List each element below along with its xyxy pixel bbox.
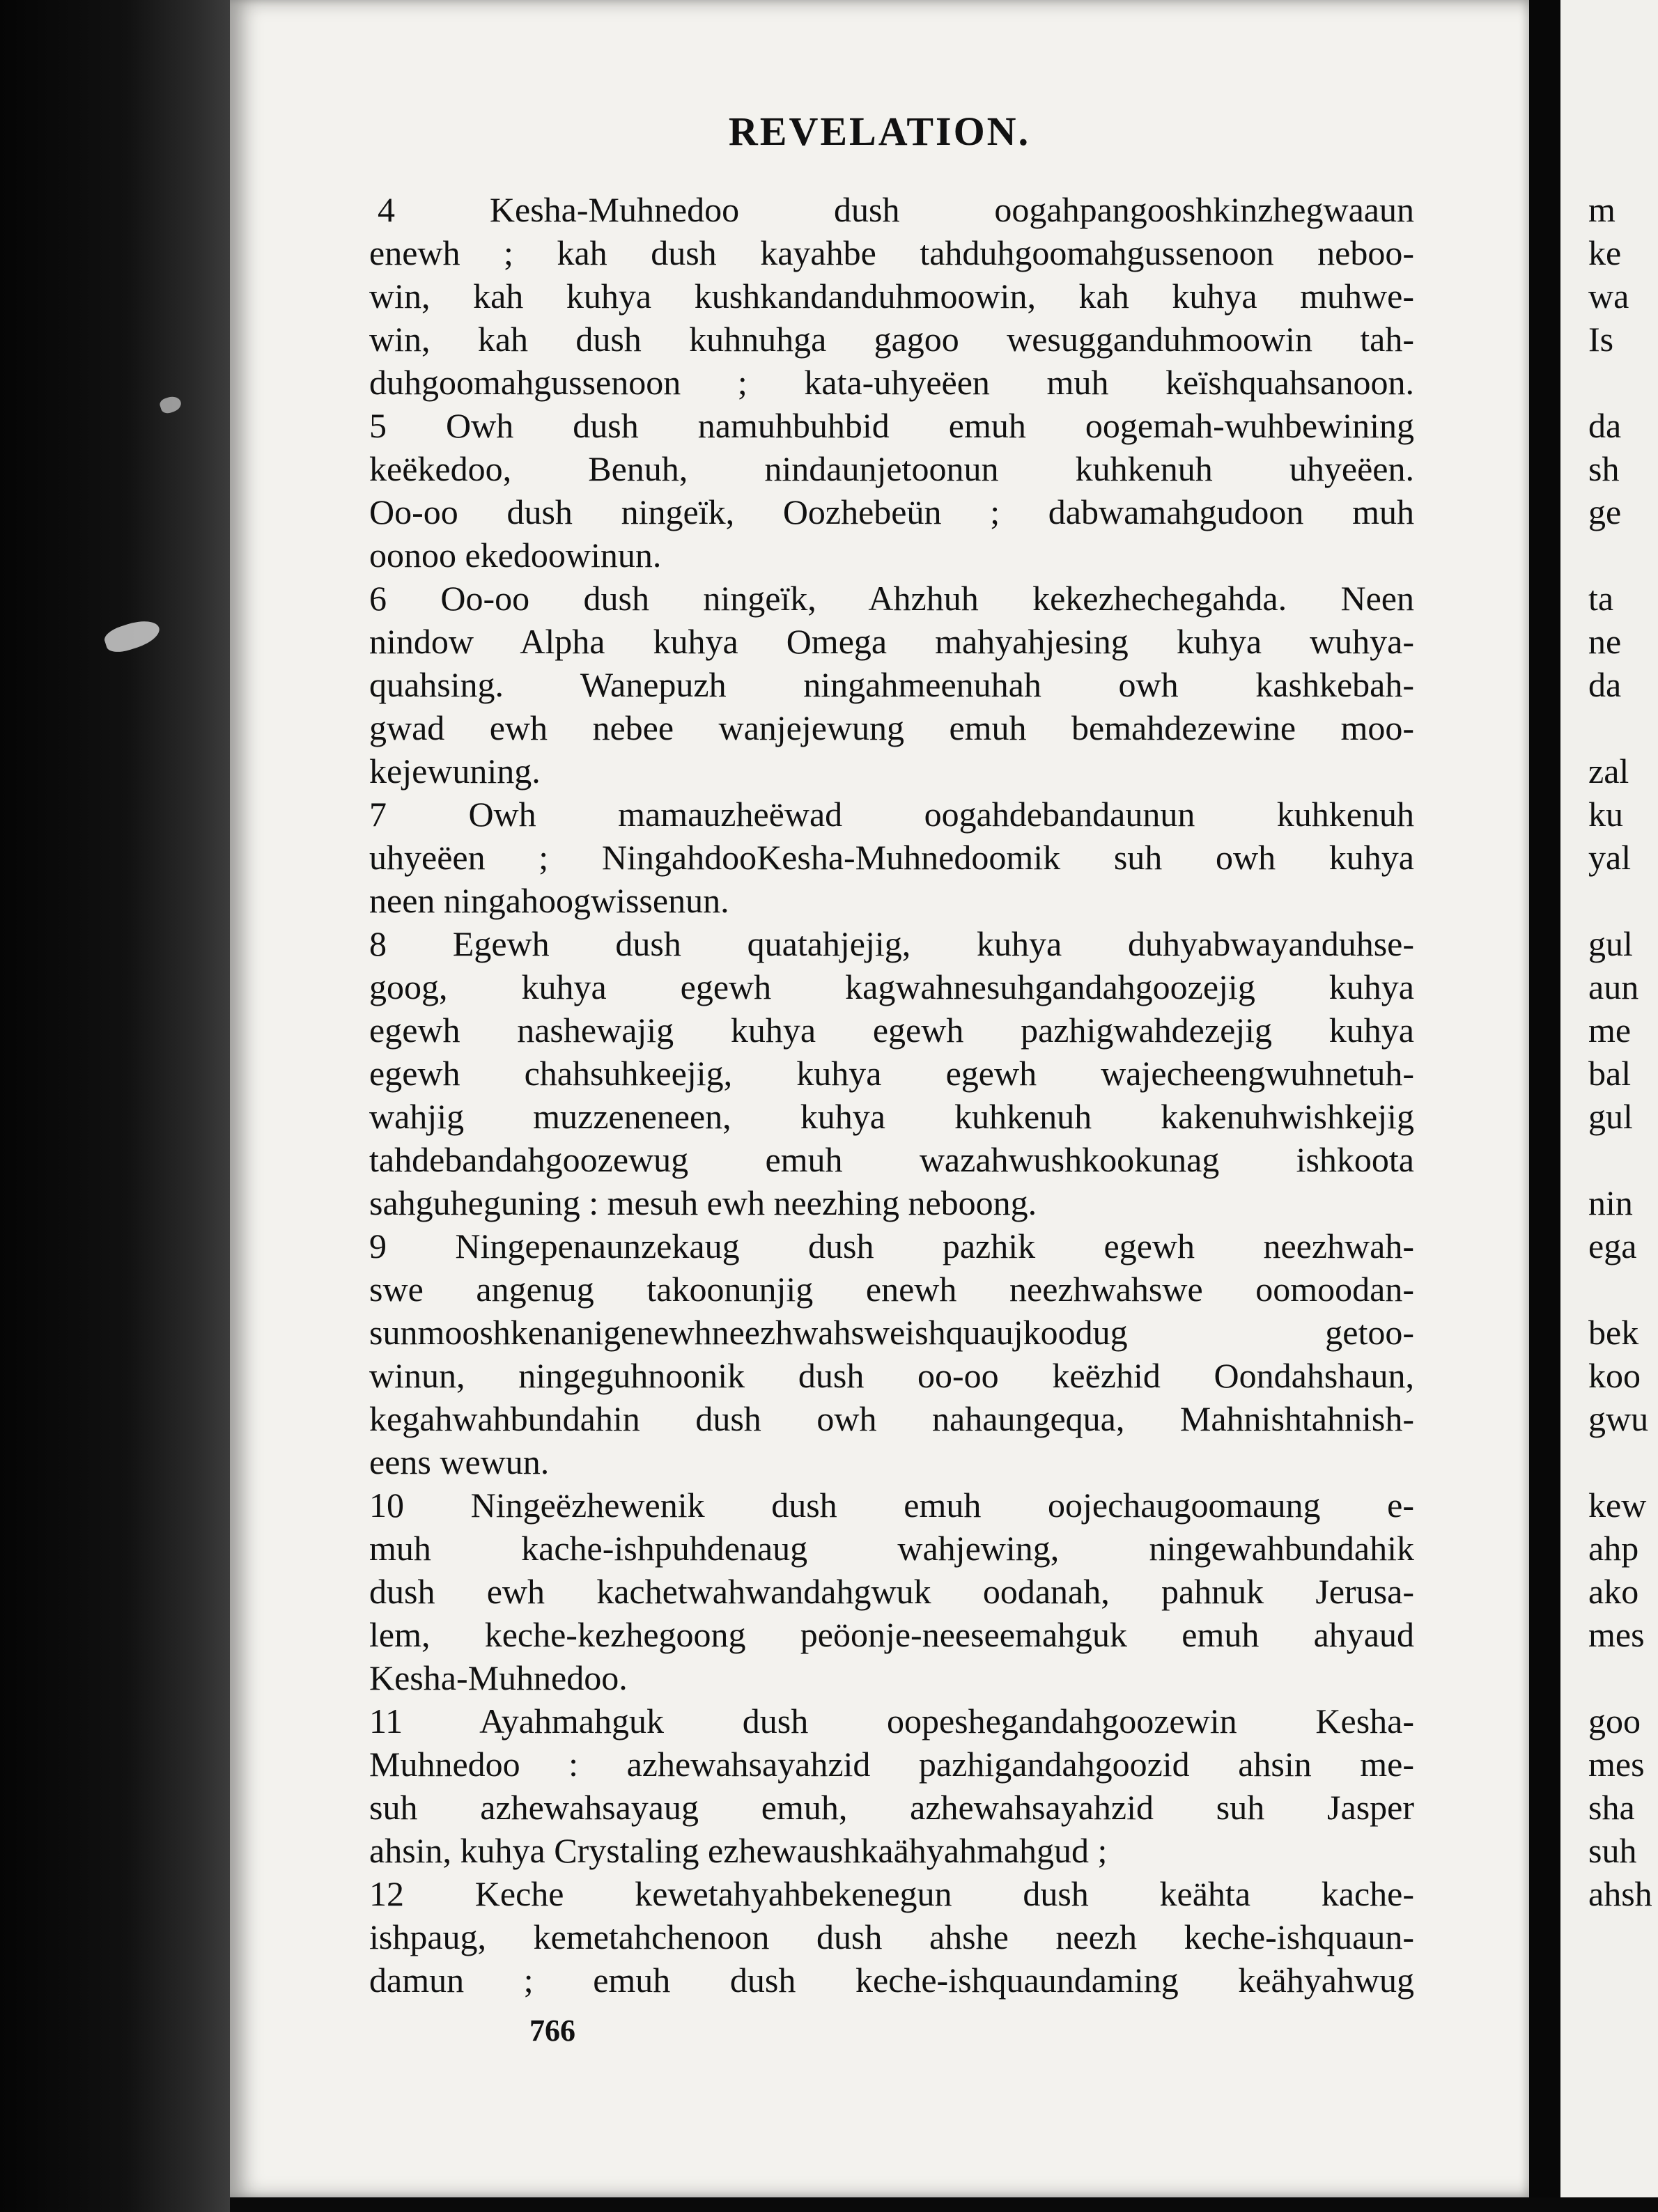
text-line: oonoo ekedoowinun. (369, 536, 662, 575)
text-line: winun, ningeguhnoonik dush oo-oo keëzhid Oondahshaun, (369, 1356, 1414, 1395)
text-line: duhgoomahgussenoon ; kata-uhyeëen muh keïshquahsanoon. (369, 363, 1414, 402)
verse-10 (369, 1483, 1414, 1699)
text-line: 12 Keche kewetahyahbekenegun dush keähta kache- (369, 1874, 1414, 1913)
facing-page-fragment: ega (1588, 1226, 1637, 1265)
text-line: uhyeëen ; NingahdooKesha-Muhnedoomik suh owh kuhya (369, 838, 1414, 877)
text-line: swe angenug takoonunjig enewh neezhwahswe oomoodan- (369, 1270, 1414, 1309)
text-line: sahguheguning : mesuh ewh neezhing neboong. (369, 1183, 1037, 1222)
facing-page-fragment: Is (1588, 320, 1614, 359)
facing-page-fragment: gul (1588, 1097, 1633, 1136)
facing-page-fragment: da (1588, 406, 1622, 445)
verse-9 (369, 1224, 1414, 1483)
line-gap (1588, 1268, 1658, 1311)
text-line: 4 Kesha-Muhnedoo dush oogahpangooshkinzhegwaaun (378, 190, 1414, 229)
text-line: win, kah kuhya kushkandanduhmoowin, kah kuhya muhwe- (369, 276, 1414, 316)
line-gap (1588, 706, 1658, 749)
text-line: wahjig muzzeneneen, kuhya kuhkenuh kakenuhwishkejig (369, 1097, 1414, 1136)
facing-page-fragment: ahp (1588, 1529, 1639, 1568)
line-gap (1588, 361, 1658, 404)
facing-page-fragment: ta (1588, 579, 1614, 618)
page-number: 766 (529, 2014, 575, 2048)
line-gap (1588, 879, 1658, 922)
text-line: gwad ewh nebee wanjejewung emuh bemahdezewine moo- (369, 708, 1414, 747)
facing-page-fragment: zal (1588, 751, 1629, 790)
facing-page-fragment: me (1588, 1011, 1632, 1050)
facing-page-fragment: yal (1588, 838, 1632, 877)
facing-page-fragment: m (1588, 190, 1616, 229)
text-line: 5 Owh dush namuhbuhbid emuh oogemah-wuhbewining (369, 406, 1414, 445)
verse-8 (369, 922, 1414, 1224)
facing-page (1560, 0, 1658, 2197)
text-line: nindow Alpha kuhya Omega mahyahjesing kuhya wuhya- (369, 622, 1414, 661)
text-line: quahsing. Wanepuzh ningahmeenuhah owh kashkebah- (369, 665, 1414, 704)
text-line: damun ; emuh dush keche-ishquaundaming keähyahwug (369, 1961, 1414, 2000)
text-line: 9 Ningepenaunzekaug dush pazhik egewh neezhwah- (369, 1226, 1414, 1265)
book-spine-shadow (0, 0, 230, 2212)
facing-page-text (1588, 188, 1658, 1915)
page-gutter (1529, 0, 1560, 2212)
text-line: Oo-oo dush ningeïk, Oozhebeün ; dabwamahgudoon muh (369, 492, 1414, 531)
facing-page-fragment: gul (1588, 924, 1633, 963)
facing-page-fragment: da (1588, 665, 1622, 704)
facing-page-fragment: ne (1588, 622, 1622, 661)
text-line: 7 Owh mamauzheëwad oogahdebandaunun kuhkenuh (369, 795, 1414, 834)
line-gap (1588, 1440, 1658, 1483)
facing-page-fragment: ku (1588, 795, 1623, 834)
verse-4 (369, 188, 1414, 404)
paper-fragment (158, 394, 183, 415)
running-head: REVELATION. (728, 109, 1031, 154)
text-line: lem, keche-kezhegoong peöonje-neeseemahguk emuh ahyaud (369, 1615, 1414, 1654)
facing-page-fragment: wa (1588, 276, 1629, 316)
text-line: Muhnedoo : azhewahsayahzid pazhigandahgoozid ahsin me- (369, 1745, 1414, 1784)
text-line: egewh chahsuhkeejig, kuhya egewh wajecheengwuhnetuh- (369, 1054, 1414, 1093)
verse-7 (369, 793, 1414, 922)
verse-6 (369, 577, 1414, 793)
facing-page-fragment: kew (1588, 1486, 1647, 1525)
facing-page-fragment: koo (1588, 1356, 1641, 1395)
facing-page-fragment: bek (1588, 1313, 1639, 1352)
text-line: kegahwahbundahin dush owh nahaungequa, Mahnishtahnish- (369, 1399, 1414, 1438)
text-line: 6 Oo-oo dush ningeïk, Ahzhuh kekezhechegahda. Neen (369, 579, 1414, 618)
verse-12 (369, 1872, 1414, 2002)
facing-page-fragment: mes (1588, 1615, 1645, 1654)
text-line: egewh nashewajig kuhya egewh pazhigwahdezejig kuhya (369, 1011, 1414, 1050)
line-gap (1588, 533, 1658, 577)
facing-page-fragment: goo (1588, 1701, 1641, 1740)
facing-page-fragment: ahsh (1588, 1874, 1652, 1913)
facing-page-fragment: ge (1588, 492, 1622, 531)
facing-page-fragment: bal (1588, 1054, 1632, 1093)
paper-fragment (102, 616, 162, 657)
text-line: sunmooshkenanigenewhneezhwahsweishquaujkoodug getoo- (369, 1313, 1414, 1352)
text-line: 10 Ningeëzhewenik dush emuh oojechaugoomaung e- (369, 1486, 1414, 1525)
verse-5 (369, 404, 1414, 577)
facing-page-fragment: ako (1588, 1572, 1639, 1611)
text-line: 11 Ayahmahguk dush oopeshegandahgoozewin Kesha- (369, 1701, 1414, 1740)
facing-page-fragment: suh (1588, 1831, 1637, 1870)
text-line: neen ningahoogwissenun. (369, 881, 729, 920)
facing-page-fragment: ke (1588, 233, 1622, 272)
text-line: goog, kuhya egewh kagwahnesuhgandahgoozejig kuhya (369, 967, 1414, 1006)
verse-11 (369, 1699, 1414, 1872)
text-line: 8 Egewh dush quatahjejig, kuhya duhyabwayanduhse- (369, 924, 1414, 963)
text-line: ishpaug, kemetahchenoon dush ahshe neezh keche-ishquaun- (369, 1917, 1414, 1956)
facing-page-fragment: nin (1588, 1183, 1633, 1222)
text-line: dush ewh kachetwahwandahgwuk oodanah, pahnuk Jerusa- (369, 1572, 1414, 1611)
text-line: muh kache-ishpuhdenaug wahjewing, ningewahbundahik (369, 1529, 1414, 1568)
text-line: keëkedoo, Benuh, nindaunjetoonun kuhkenuh uhyeëen. (369, 449, 1414, 488)
text-line: kejewuning. (369, 751, 541, 790)
facing-page-fragment: mes (1588, 1745, 1645, 1784)
text-line: suh azhewahsayaug emuh, azhewahsayahzid suh Jasper (369, 1788, 1414, 1827)
text-line: enewh ; kah dush kayahbe tahduhgoomahgussenoon neboo- (369, 233, 1414, 272)
line-gap (1588, 1656, 1658, 1699)
text-line: eens wewun. (369, 1442, 550, 1481)
scan-border (230, 2197, 1658, 2212)
facing-page-fragment: sha (1588, 1788, 1635, 1827)
scripture-text (369, 188, 1414, 2002)
facing-page-fragment: aun (1588, 967, 1639, 1006)
text-line: ahsin, kuhya Crystaling ezhewaushkaähyahmahgud ; (369, 1831, 1108, 1870)
text-line: Kesha-Muhnedoo. (369, 1658, 628, 1697)
line-gap (1588, 1138, 1658, 1181)
facing-page-fragment: sh (1588, 449, 1620, 488)
text-line: win, kah dush kuhnuhga gagoo wesugganduhmoowin tah- (369, 320, 1414, 359)
page (230, 0, 1529, 2197)
facing-page-fragment: gwu (1588, 1399, 1649, 1438)
text-line: tahdebandahgoozewug emuh wazahwushkookunag ishkoota (369, 1140, 1414, 1179)
